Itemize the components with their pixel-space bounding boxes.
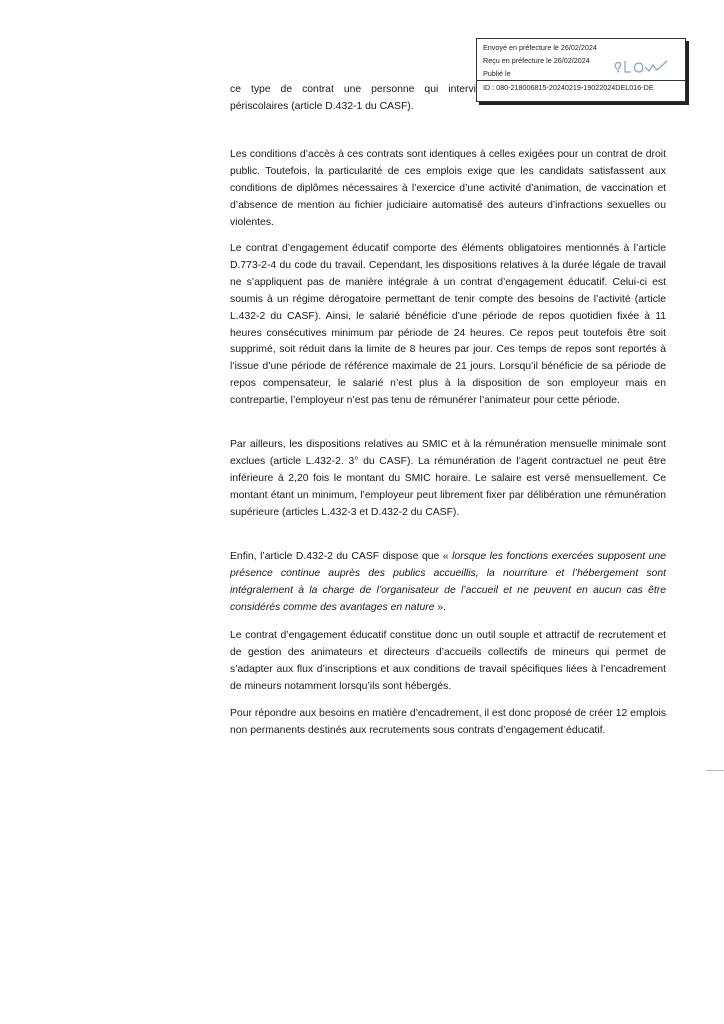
paragraph-6-text: Pour répondre aux besoins en matière d’encadrement, il est donc proposé de créer 12 emplois non permanents destinés aux recrutements sous contrats d’engagement éducatif. bbox=[230, 708, 666, 736]
paragraph-access-conditions bbox=[230, 147, 666, 232]
paragraph-fragment bbox=[230, 82, 476, 116]
paragraph-proposal bbox=[230, 706, 666, 740]
stamp-id: ID : 080-218006815-20240219-19022024DEL016-DE bbox=[477, 80, 685, 94]
paragraph-4-end: ». bbox=[434, 601, 447, 613]
paragraph-0-text: ce type de contrat une personne qui intervi périscolaires (article D.432-1 du CASF). bbox=[230, 84, 476, 112]
stamp-published: Publié le bbox=[483, 69, 511, 78]
paragraph-5-text: Le contrat d’engagement éducatif constitue donc un outil souple et attractif de recrutement et de gestion des animateurs et directeurs d’accueils collectifs de mineurs qui permet de s’adapter aux flux d’inscriptions et aux conditions de travail spécifiques liées à l’encadrement de mineurs notamment lorsqu’ils sont hébergés. bbox=[230, 630, 666, 692]
paragraph-board-lodging bbox=[230, 549, 666, 617]
paragraph-flexibility bbox=[230, 628, 666, 696]
paragraph-2-text: Le contrat d’engagement éducatif comporte des éléments obligatoires mentionnés à l’article D.773-2-4 du code du travail. Cependant, les dispositions relatives à la durée légale de travail ne s’appliquent pas de manière intégrale à un contrat d’engagement éducatif. Celui-ci est soumis à un régime dérogatoire permettant de tenir compte des besoins de l’activité (article L.432-2 du CASF). Ainsi, le salarié bénéficie d’une période de repos quotidien fixée à 11 heures consécutives minimum par période de 24 heures. Ce repos peut toutefois être soit supprimé, soit réduit dans la limite de 8 heures par jour. Ces temps de repos sont reportés à l’issue d’une période de référence maximale de 21 jours. Lorsqu’il bénéficie de sa période de repos compensateur, le salarié n’est plus à la disposition de son employeur mais en contrepartie, l’employeur n’est pas tenu de rémunérer l’animateur pour cette période. bbox=[230, 243, 666, 407]
signature-icon bbox=[611, 55, 671, 77]
paragraph-remuneration bbox=[230, 437, 666, 522]
prefecture-stamp bbox=[476, 38, 686, 102]
paragraph-4-text bbox=[230, 549, 666, 617]
stamp-received: Reçu en préfecture le 26/02/2024 bbox=[483, 56, 590, 65]
paragraph-1-text: Les conditions d’accès à ces contrats sont identiques à celles exigées pour un contrat de droit public. Toutefois, la particularité de ces emplois exige que les candidats satisfassent aux conditions de diplômes nécessaires à l’exercice d’une activité d’animation, de vaccination et d’absence de mention au fichier judiciaire automatisé des auteurs d’infractions sexuelles ou violentes. bbox=[230, 149, 666, 228]
paragraph-3-text: Par ailleurs, les dispositions relatives au SMIC et à la rémunération mensuelle minimale sont exclues (article L.432-2. 3° du CASF). La rémunération de l’agent contractuel ne peut être inférieure à 2,20 fois le montant du SMIC horaire. Le salaire est versé mensuellement. Ce montant étant un minimum, l’employeur peut librement fixer par délibération une rémunération supérieure (articles L.432-3 et D.432-2 du CASF). bbox=[230, 439, 666, 518]
stamp-sent: Envoyé en préfecture le 26/02/2024 bbox=[483, 43, 597, 52]
paragraph-working-time bbox=[230, 241, 666, 410]
paragraph-4-intro: Enfin, l’article D.432-2 du CASF dispose que « bbox=[230, 551, 453, 562]
scan-edge-mark bbox=[706, 770, 724, 771]
paragraph-4-quote: lorsque les fonctions exercées supposent une présence continue auprès des publics accueillis, la nourriture et l’hébergement sont intégralement à la charge de l’organisateur de l’accueil et ne peuvent en aucun cas être considérés comme des avantages en nature bbox=[230, 551, 666, 613]
